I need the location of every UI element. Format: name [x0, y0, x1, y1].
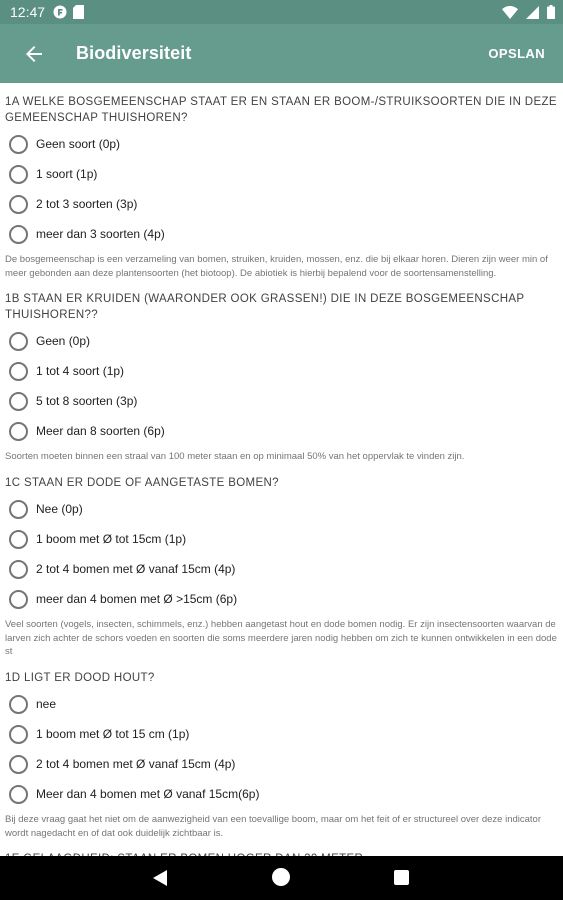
app-bar — [0, 24, 563, 83]
radio-button[interactable] — [9, 135, 28, 154]
radio-option-label: 1 boom met Ø tot 15 cm (1p) — [36, 727, 190, 741]
radio-option[interactable] — [5, 494, 557, 524]
radio-button[interactable] — [9, 225, 28, 244]
question-title: 1A WELKE BOSGEMEENSCHAP STAAT ER EN STAAN ER BOOM-/STRUIKSOORTEN DIE IN DEZE GEMEENSCHAP THUISHOREN? — [5, 96, 557, 124]
radio-option-label: Meer dan 8 soorten (6p) — [36, 424, 165, 438]
radio-option[interactable] — [5, 689, 557, 719]
radio-button[interactable] — [9, 332, 28, 351]
radio-button[interactable] — [9, 392, 28, 411]
radio-option-label: meer dan 4 bomen met Ø >15cm (6p) — [36, 592, 238, 606]
battery-icon — [547, 5, 555, 19]
radio-button[interactable] — [9, 530, 28, 549]
system-navigation-bar — [0, 856, 563, 900]
radio-option-label: nee — [36, 697, 57, 711]
sd-card-icon — [73, 5, 84, 19]
radio-option[interactable] — [5, 524, 557, 554]
page-title: Biodiversiteit — [76, 43, 192, 63]
question-1b — [0, 280, 563, 464]
status-bar — [0, 0, 563, 24]
question-description: Bij deze vraag gaat het niet om de aanwezigheid van een toevallige boom, maar om het feit of er structureel over deze indicator wordt nagedacht en of dat ook duidelijk zichtbaar is. — [5, 814, 542, 839]
arrow-back-icon — [25, 45, 43, 63]
radio-button[interactable] — [9, 590, 28, 609]
radio-button[interactable] — [9, 422, 28, 441]
radio-option[interactable] — [5, 386, 557, 416]
radio-option[interactable] — [5, 554, 557, 584]
radio-option-label: Meer dan 4 bomen met Ø vanaf 15cm(6p) — [36, 787, 260, 801]
nav-back-icon[interactable] — [153, 870, 167, 886]
radio-option-label: Geen (0p) — [36, 334, 91, 348]
radio-option-label: 1 soort (1p) — [36, 167, 98, 181]
question-title: 1D LIGT ER DOOD HOUT? — [5, 671, 155, 684]
notification-icons — [53, 5, 84, 19]
radio-button[interactable] — [9, 195, 28, 214]
radio-option[interactable] — [5, 719, 557, 749]
back-button[interactable] — [18, 38, 50, 70]
question-description: Soorten moeten binnen een straal van 100 meter staan en op minimaal 50% van het oppervlak te vinden zijn. — [5, 451, 465, 462]
radio-option-label: Nee (0p) — [36, 502, 83, 516]
radio-option-label: 1 boom met Ø tot 15cm (1p) — [36, 532, 187, 546]
radio-option-label: 2 tot 4 bomen met Ø vanaf 15cm (4p) — [36, 562, 236, 576]
radio-button[interactable] — [9, 725, 28, 744]
radio-option[interactable] — [5, 749, 557, 779]
radio-option[interactable] — [5, 189, 557, 219]
question-1d — [0, 659, 563, 841]
radio-button[interactable] — [9, 362, 28, 381]
radio-option-label: 2 tot 3 soorten (3p) — [36, 197, 138, 211]
radio-button[interactable] — [9, 785, 28, 804]
radio-option[interactable] — [5, 219, 557, 249]
nav-recents-icon[interactable] — [394, 870, 409, 885]
radio-option-label: meer dan 3 soorten (4p) — [36, 227, 165, 241]
wifi-icon — [502, 6, 518, 19]
nav-home-icon[interactable] — [272, 868, 290, 886]
questionnaire-content[interactable] — [0, 83, 563, 856]
signal-icon — [526, 6, 539, 19]
radio-button[interactable] — [9, 695, 28, 714]
status-time: 12:47 — [10, 4, 46, 20]
radio-option[interactable] — [5, 159, 557, 189]
system-status-icons — [502, 5, 555, 19]
radio-button[interactable] — [9, 500, 28, 519]
radio-group — [5, 323, 557, 446]
radio-option-label: Geen soort (0p) — [36, 137, 121, 151]
radio-group — [5, 686, 557, 809]
radio-option[interactable] — [5, 356, 557, 386]
question-1c — [0, 464, 563, 659]
radio-option[interactable] — [5, 129, 557, 159]
question-description: Veel soorten (vogels, insecten, schimmels, enz.) hebben aangetast hout en dode bomen nodig. Er zijn insectensoorten waarvan de larven zich achter de schors voeden en soorten die soms meerdere jaren nodig hebben om zich te kunnen ontwikkelen in een dode st — [5, 619, 557, 657]
radio-option[interactable] — [5, 416, 557, 446]
radio-button[interactable] — [9, 165, 28, 184]
question-1a — [0, 83, 563, 280]
radio-group — [5, 126, 557, 249]
save-button[interactable]: OPSLAN — [488, 46, 545, 61]
question-title: 1B STAAN ER KRUIDEN (WAARONDER OOK GRASSEN!) DIE IN DEZE BOSGEMEENSCHAP THUISHOREN?? — [5, 293, 525, 321]
radio-option-label: 1 tot 4 soort (1p) — [36, 364, 125, 378]
radio-option-label: 5 tot 8 soorten (3p) — [36, 394, 138, 408]
radio-group — [5, 491, 557, 614]
radio-option[interactable] — [5, 584, 557, 614]
question-title: 1C STAAN ER DODE OF AANGETASTE BOMEN? — [5, 476, 279, 489]
radio-option-label: 2 tot 4 bomen met Ø vanaf 15cm (4p) — [36, 757, 236, 771]
radio-button[interactable] — [9, 755, 28, 774]
app-notification-icon — [53, 5, 67, 19]
radio-option[interactable] — [5, 779, 557, 809]
question-description: De bosgemeenschap is een verzameling van bomen, struiken, kruiden, mossen, enz. die bij elkaar horen. Dieren zijn weer min of meer gebonden aan deze plantensoorten (het biotoop). De abiotiek is hierbij bepalend voor de soortensamenstelling. — [5, 254, 548, 279]
radio-option[interactable] — [5, 326, 557, 356]
radio-button[interactable] — [9, 560, 28, 579]
